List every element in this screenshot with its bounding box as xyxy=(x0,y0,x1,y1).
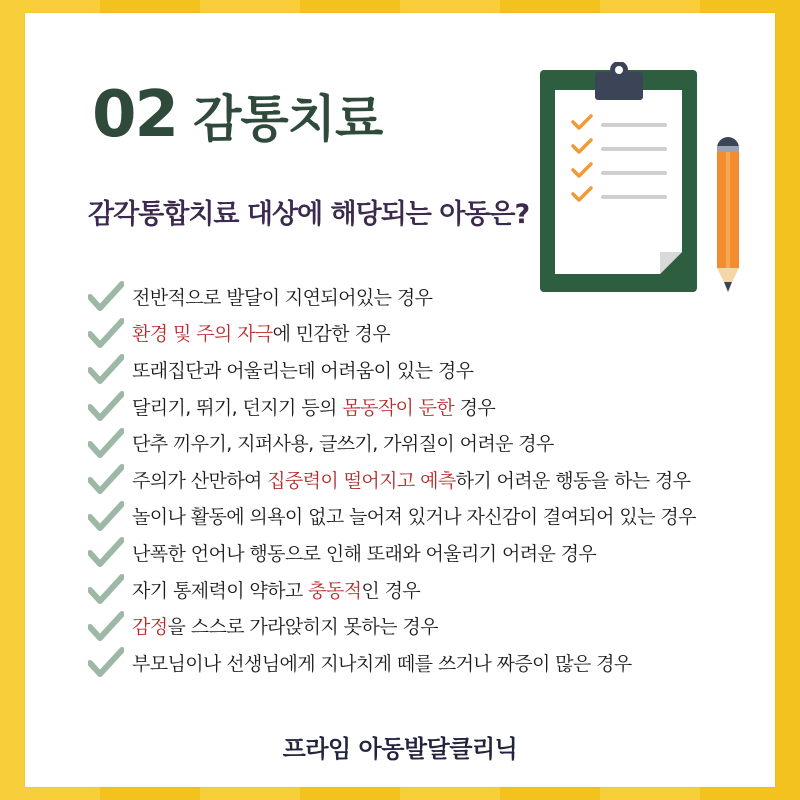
check-icon xyxy=(88,354,124,384)
clipboard-checklist-icon xyxy=(535,62,700,297)
check-icon xyxy=(88,464,124,494)
clinic-name: 프라임 아동발달클리닉 xyxy=(282,735,518,763)
check-icon xyxy=(88,647,124,677)
criteria-list xyxy=(88,278,696,681)
check-icon xyxy=(88,281,124,311)
item-text: 환경 및 주의 자극에 민감한 경우 xyxy=(132,323,391,346)
check-icon xyxy=(88,574,124,604)
item-text: 전반적으로 발달이 지연되어있는 경우 xyxy=(132,286,433,309)
list-item xyxy=(88,278,696,315)
item-text: 부모님이나 선생님에게 지나치게 떼를 쓰거나 짜증이 많은 경우 xyxy=(132,652,632,675)
item-text: 단추 끼우기, 지퍼사용, 글쓰기, 가위질이 어려운 경우 xyxy=(132,433,554,456)
check-icon xyxy=(88,537,124,567)
subtitle-question: 감각통합치료 대상에 해당되는 아동은? xyxy=(88,199,530,230)
list-item xyxy=(88,571,696,608)
check-icon xyxy=(88,428,124,458)
list-item xyxy=(88,534,696,571)
check-icon xyxy=(88,391,124,421)
list-item xyxy=(88,388,696,425)
list-item xyxy=(88,424,696,461)
list-item xyxy=(88,351,696,388)
list-item xyxy=(88,498,696,535)
list-item xyxy=(88,644,696,681)
check-icon xyxy=(88,611,124,641)
item-text: 달리기, 뛰기, 던지기 등의 몸동작이 둔한 경우 xyxy=(132,396,496,419)
item-text: 감정을 스스로 가라앉히지 못하는 경우 xyxy=(132,616,438,639)
list-item xyxy=(88,315,696,352)
page-title xyxy=(92,78,383,152)
item-text: 난폭한 언어나 행동으로 인해 또래와 어울리기 어려운 경우 xyxy=(132,542,597,565)
list-item xyxy=(88,607,696,644)
highlight-text: 환경 및 주의 자극 xyxy=(132,323,273,346)
item-text: 또래집단과 어울리는데 어려움이 있는 경우 xyxy=(132,359,474,382)
highlight-text: 몸동작이 둔한 xyxy=(342,396,455,419)
item-text: 주의가 산만하여 집중력이 떨어지고 예측하기 어려운 행동을 하는 경우 xyxy=(132,469,691,492)
highlight-text: 감정 xyxy=(132,616,168,639)
pencil-icon xyxy=(713,132,743,297)
highlight-text: 충동적 xyxy=(308,579,362,602)
check-icon xyxy=(88,318,124,348)
list-item xyxy=(88,461,696,498)
title-word: 감통치료 xyxy=(193,90,383,148)
item-text: 놀이나 활동에 의욕이 없고 늘어져 있거나 자신감이 결여되어 있는 경우 xyxy=(132,506,696,529)
title-number: 02 xyxy=(92,78,178,152)
highlight-text: 집중력이 떨어지고 예측 xyxy=(267,469,456,492)
item-text: 자기 통제력이 약하고 충동적인 경우 xyxy=(132,579,421,602)
check-icon xyxy=(88,501,124,531)
